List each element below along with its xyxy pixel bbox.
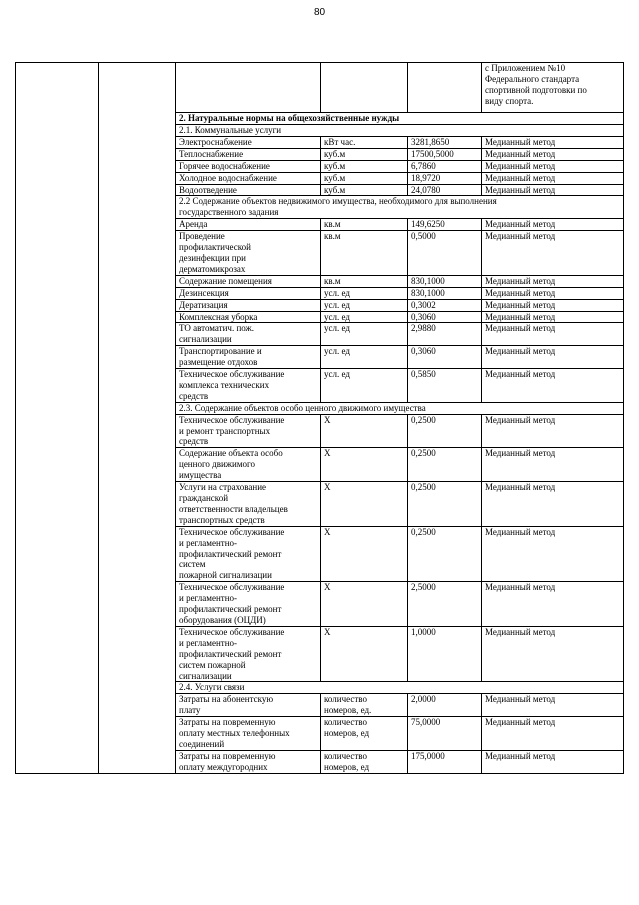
item-name: Проведение профилактической дезинфекции при дерматомикрозах — [176, 231, 321, 276]
item-method: Медианный метод — [482, 323, 624, 346]
item-name: Электроснабжение — [176, 136, 321, 148]
item-method: Медианный метод — [482, 448, 624, 482]
item-method: Медианный метод — [482, 219, 624, 231]
item-unit: куб.м — [321, 184, 408, 196]
item-value: 0,2500 — [408, 414, 482, 448]
item-unit: усл. ед — [321, 346, 408, 369]
item-name: Водоотведение — [176, 184, 321, 196]
item-method: Медианный метод — [482, 346, 624, 369]
item-method: Медианный метод — [482, 184, 624, 196]
item-value: 0,2500 — [408, 482, 482, 527]
item-value: 18,9720 — [408, 172, 482, 184]
item-method: Медианный метод — [482, 414, 624, 448]
item-method: Медианный метод — [482, 275, 624, 287]
item-value: 830,1000 — [408, 275, 482, 287]
item-unit: кв.м — [321, 231, 408, 276]
intro-blank-cell — [408, 63, 482, 113]
item-unit: кв.м — [321, 275, 408, 287]
item-name: Транспортирование и размещение отдохов — [176, 346, 321, 369]
item-value: 75,0000 — [408, 717, 482, 751]
intro-text: с Приложением №10 Федерального стандарта спортивной подготовки по виду спорта. — [482, 63, 624, 113]
item-method: Медианный метод — [482, 287, 624, 299]
item-method: Медианный метод — [482, 717, 624, 751]
item-value: 24,0780 — [408, 184, 482, 196]
item-unit: Х — [321, 582, 408, 627]
item-value: 0,3060 — [408, 346, 482, 369]
item-value: 2,5000 — [408, 582, 482, 627]
item-unit: усл. ед — [321, 311, 408, 323]
item-value: 149,6250 — [408, 219, 482, 231]
item-value: 0,3002 — [408, 299, 482, 311]
section-heading: 2. Натуральные нормы на общехозяйственные нужды — [176, 113, 624, 125]
item-value: 0,2500 — [408, 526, 482, 582]
item-value: 0,3060 — [408, 311, 482, 323]
item-method: Медианный метод — [482, 482, 624, 527]
item-method: Медианный метод — [482, 750, 624, 773]
item-name: Теплоснабжение — [176, 148, 321, 160]
item-value: 17500,5000 — [408, 148, 482, 160]
item-unit: куб.м — [321, 172, 408, 184]
item-value: 175,0000 — [408, 750, 482, 773]
item-value: 1,0000 — [408, 626, 482, 682]
item-method: Медианный метод — [482, 311, 624, 323]
group-heading: 2.4. Услуги связи — [176, 682, 624, 694]
item-unit: кВт час. — [321, 136, 408, 148]
item-name: Содержание объекта особо ценного движимого имущества — [176, 448, 321, 482]
item-name: Затраты на повременную оплату междугородних — [176, 750, 321, 773]
item-unit: Х — [321, 448, 408, 482]
item-value: 6,7860 — [408, 160, 482, 172]
item-name: Содержание помещения — [176, 275, 321, 287]
left-margin-column-2 — [99, 63, 176, 774]
item-value: 0,5000 — [408, 231, 482, 276]
group-heading: 2.2 Содержание объектов недвижимого имущества, необходимого для выполнения государственного задания — [176, 196, 624, 219]
item-method: Медианный метод — [482, 582, 624, 627]
item-name: Техническое обслуживание и регламентно- профилактический ремонт оборудования (ОЦДИ) — [176, 582, 321, 627]
item-value: 2,9880 — [408, 323, 482, 346]
item-name: Техническое обслуживание и регламентно- профилактический ремонт систем пожарной сигнализации — [176, 626, 321, 682]
item-unit: количество номеров, ед — [321, 750, 408, 773]
item-name: Горячее водоснабжение — [176, 160, 321, 172]
left-margin-column-1 — [16, 63, 99, 774]
intro-blank-cell — [176, 63, 321, 113]
item-name: Затраты на абонентскую плату — [176, 694, 321, 717]
item-value: 0,2500 — [408, 448, 482, 482]
item-value: 3281,8650 — [408, 136, 482, 148]
item-method: Медианный метод — [482, 136, 624, 148]
item-name: Комплексная уборка — [176, 311, 321, 323]
item-unit: кв.м — [321, 219, 408, 231]
item-method: Медианный метод — [482, 626, 624, 682]
item-name: Затраты на повременную оплату местных телефонных соединений — [176, 717, 321, 751]
item-name: Дератизация — [176, 299, 321, 311]
item-unit: Х — [321, 626, 408, 682]
item-method: Медианный метод — [482, 160, 624, 172]
intro-blank-cell — [321, 63, 408, 113]
item-value: 2,0000 — [408, 694, 482, 717]
item-method: Медианный метод — [482, 694, 624, 717]
item-value: 0,5850 — [408, 369, 482, 403]
item-method: Медианный метод — [482, 231, 624, 276]
item-unit: куб.м — [321, 160, 408, 172]
item-method: Медианный метод — [482, 148, 624, 160]
item-unit: количество номеров, ед. — [321, 694, 408, 717]
item-name: Техническое обслуживание комплекса технических средств — [176, 369, 321, 403]
item-method: Медианный метод — [482, 172, 624, 184]
item-name: Аренда — [176, 219, 321, 231]
item-name: ТО автоматич. пож. сигнализации — [176, 323, 321, 346]
item-name: Холодное водоснабжение — [176, 172, 321, 184]
item-method: Медианный метод — [482, 369, 624, 403]
group-heading: 2.1. Коммунальные услуги — [176, 125, 624, 137]
item-unit: усл. ед — [321, 287, 408, 299]
page-number: 80 — [313, 7, 326, 18]
item-unit: количество номеров, ед — [321, 717, 408, 751]
item-unit: усл. ед — [321, 323, 408, 346]
item-name: Техническое обслуживание и регламентно- профилактический ремонт систем пожарной сигнализации — [176, 526, 321, 582]
item-method: Медианный метод — [482, 299, 624, 311]
norms-table — [15, 62, 624, 774]
item-name: Услуги на страхование гражданской ответственности владельцев транспортных средств — [176, 482, 321, 527]
item-value: 830,1000 — [408, 287, 482, 299]
item-name: Техническое обслуживание и ремонт транспортных средств — [176, 414, 321, 448]
item-unit: Х — [321, 526, 408, 582]
item-unit: усл. ед — [321, 369, 408, 403]
item-unit: куб.м — [321, 148, 408, 160]
item-name: Дезинсекция — [176, 287, 321, 299]
item-unit: Х — [321, 414, 408, 448]
intro-row — [16, 63, 624, 113]
group-heading: 2.3. Содержание объектов особо ценного движимого имущества — [176, 402, 624, 414]
item-method: Медианный метод — [482, 526, 624, 582]
item-unit: усл. ед — [321, 299, 408, 311]
item-unit: Х — [321, 482, 408, 527]
